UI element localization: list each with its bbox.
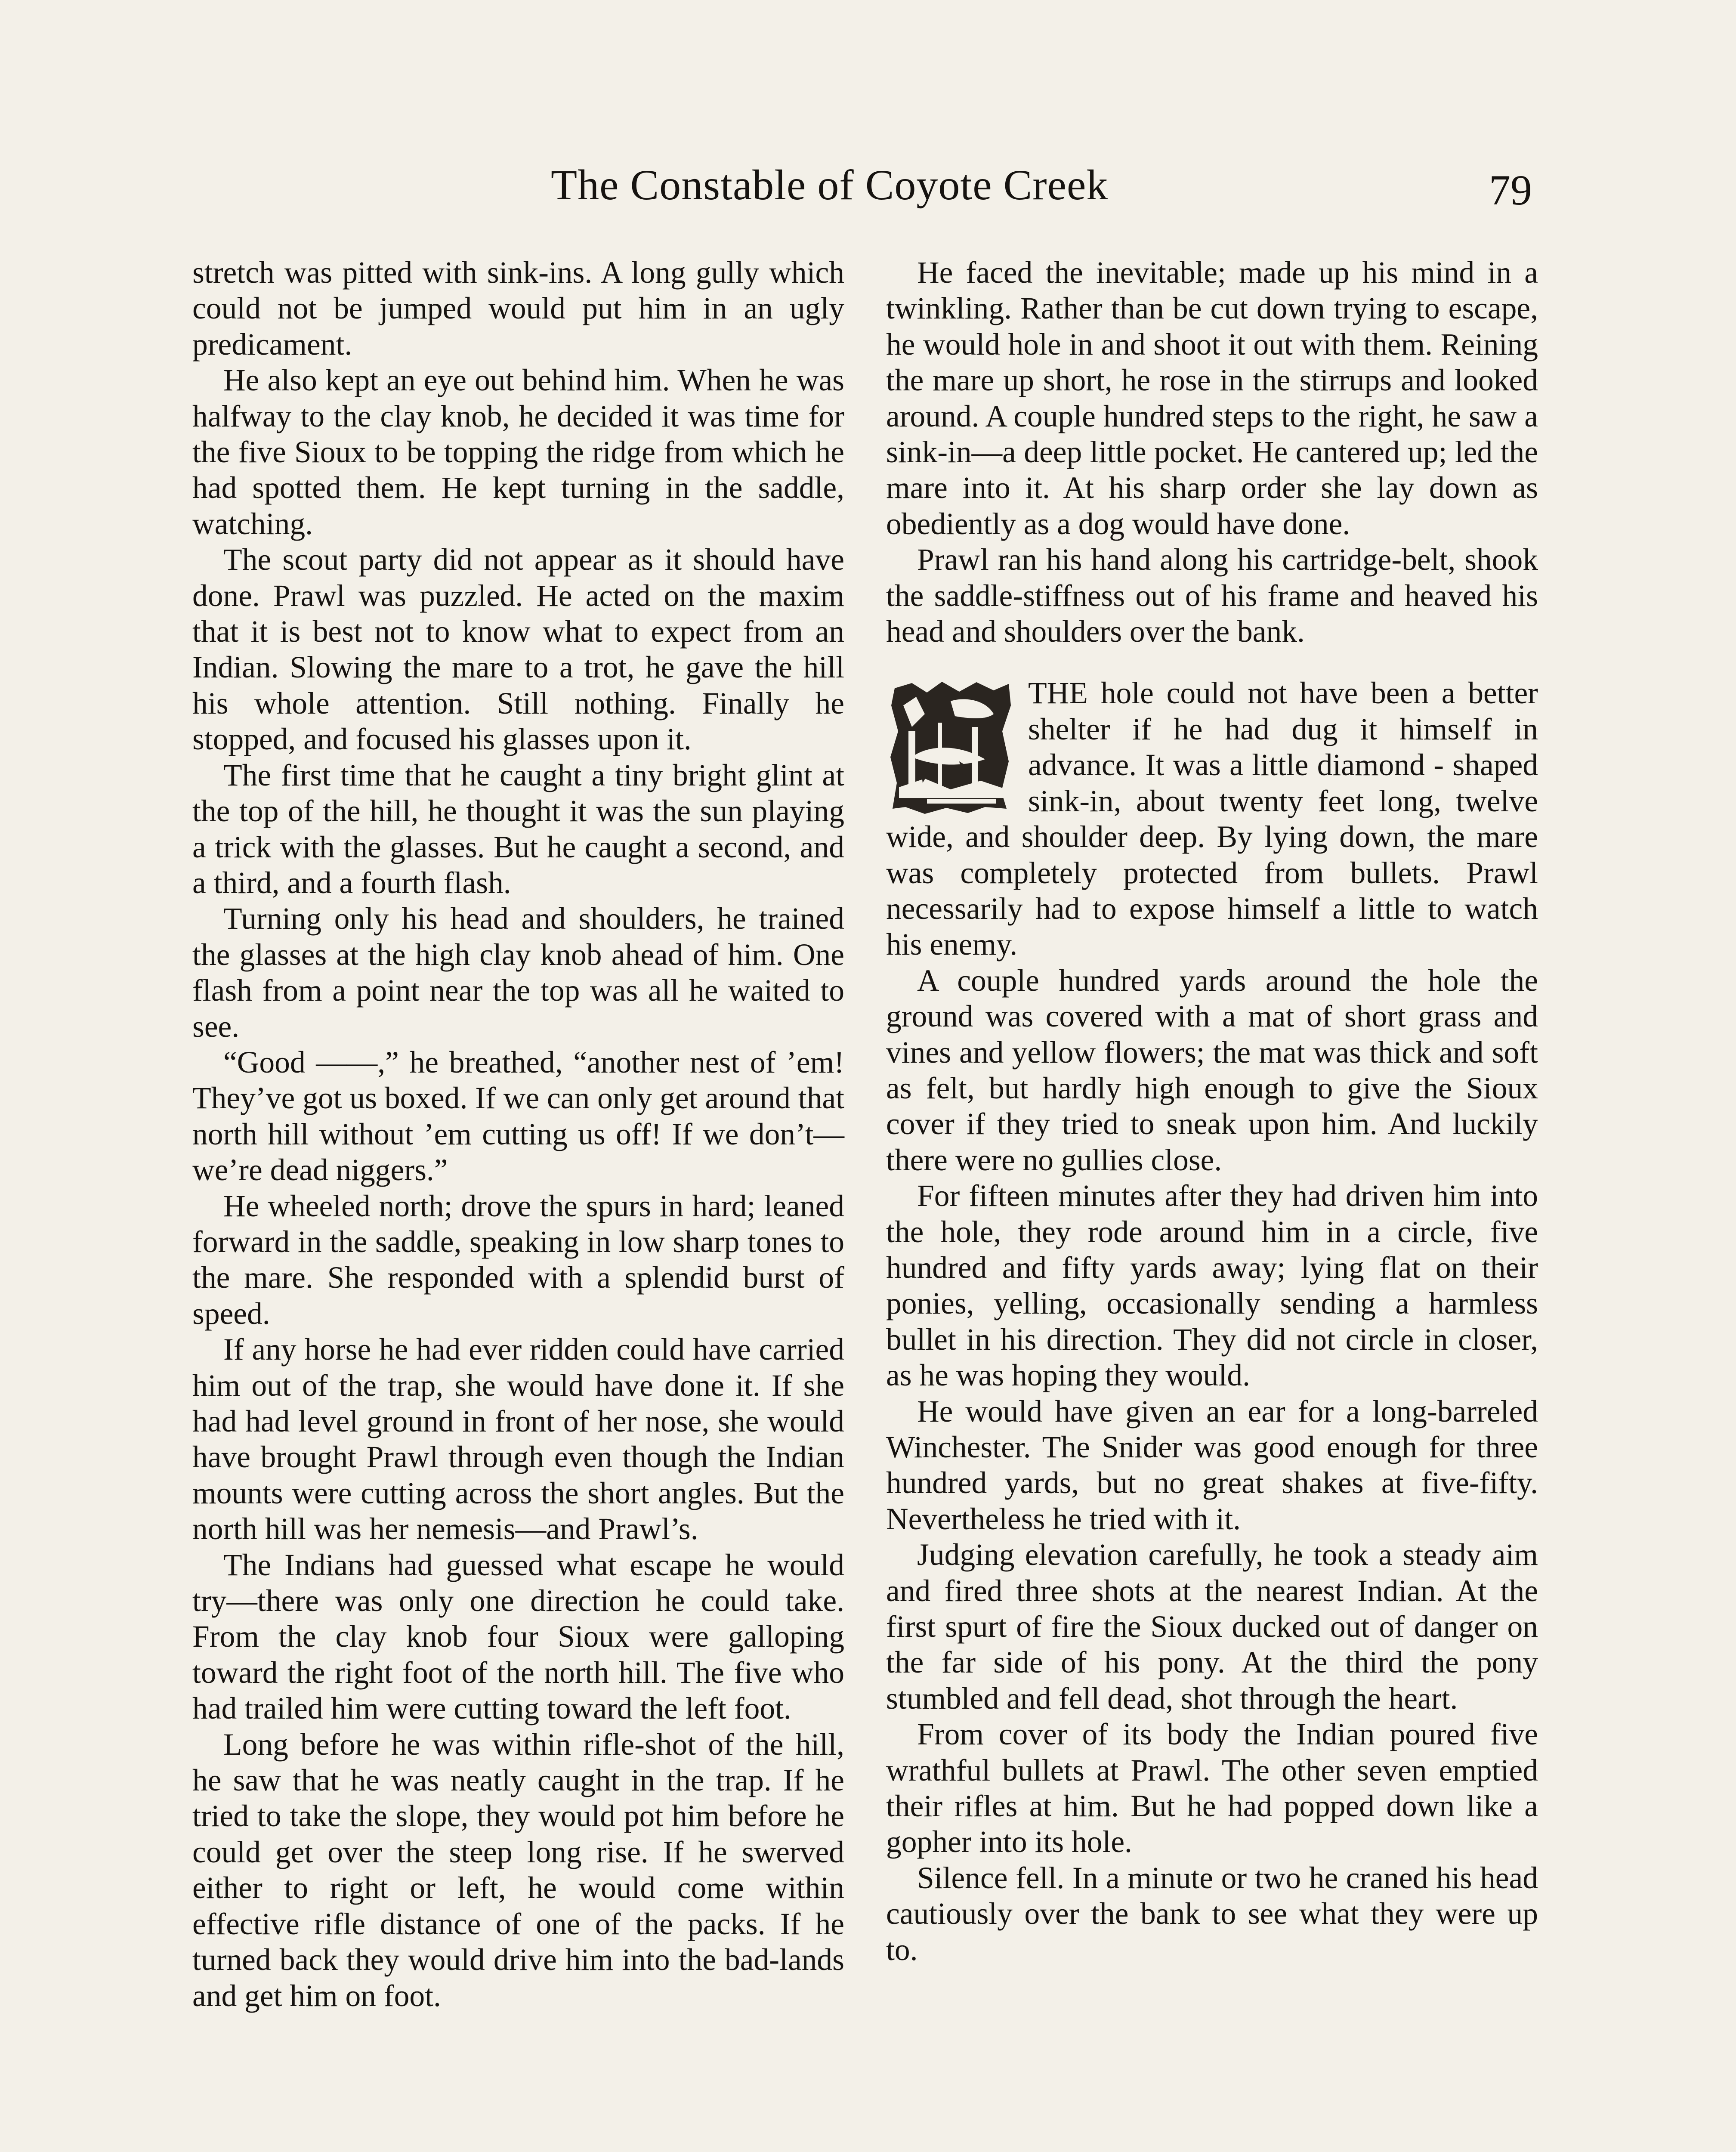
- section-opening-paragraph: THE hole could not have been a better shelter if he had dug it himself in advance. It was a little diamond - shaped sink-in, about twenty feet long, twelve wide, and shoulder deep. By lying down, the mare was completely protected from bullets. Prawl necessarily had to expose himself a little to watch his enemy.: [886, 676, 1538, 962]
- paragraph: He faced the inevitable; made up his mind in a twinkling. Rather than be cut down trying to escape, he would hole in and shoot it out with them. Reining the mare up short, he rose in the stirrups and looked around. A couple hundred steps to the right, he saw a sink-in—a deep little pocket. He cantered up; led the mare into it. At his sharp order she lay down as obediently as a dog would have done.: [886, 256, 1538, 541]
- paragraph: A couple hundred yards around the hole the ground was covered with a mat of short grass and vines and yellow flowers; the mat was thick and soft as felt, but hardly high enough to give the Sioux cover if they tried to sneak upon him. And luckily there were no gullies close.: [886, 963, 1538, 1177]
- page-header: [0, 160, 1736, 220]
- paragraph: The scout party did not appear as it should have done. Prawl was puzzled. He acted on the maxim that it is best not to know what to expect from an Indian. Slowing the mare to a trot, he gave the hill his whole attention. Still nothing. Finally he stopped, and focused his glasses upon it.: [192, 543, 844, 757]
- paragraph: For fifteen minutes after they had driven him into the hole, they rode around him in a circle, five hundred and fifty yards away; lying flat on their ponies, yelling, occasionally sending a harmless bullet in his direction. They did not circle in closer, as he was hoping they would.: [886, 1179, 1538, 1393]
- woodcut-scene-icon: [886, 680, 1015, 815]
- paragraph: Long before he was within rifle-shot of the hill, he saw that he was neatly caught in the trap. If he tried to take the slope, they would pot him before he could get over the steep long rise. If he swerved either to right or left, he would come within effective rifle distance of one of the packs. If he turned back they would drive him into the bad-lands and get him on foot.: [192, 1727, 844, 2013]
- paragraph: Prawl ran his hand along his cartridge-belt, shook the saddle-stiffness out of his frame and heaved his head and shoulders over the bank.: [886, 543, 1538, 649]
- decorative-drop-cap-illustration: [886, 680, 1015, 815]
- paragraph: If any horse he had ever ridden could have carried him out of the trap, she would have done it. If she had had level ground in front of her nose, she would have brought Prawl through even though the Indian mounts were cutting across the short angles. But the north hill was her nemesis—and Prawl’s.: [192, 1333, 844, 1546]
- paragraph: Turning only his head and shoulders, he trained the glasses at the high clay knob ahead of him. One flash from a point near the top was all he waited to see.: [192, 902, 844, 1044]
- paragraph: From cover of its body the Indian poured five wrathful bullets at Prawl. The other seven emptied their rifles at him. But he had popped down like a gopher into its hole.: [886, 1717, 1538, 1859]
- paragraph: Judging elevation carefully, he took a steady aim and fired three shots at the nearest Indian. At the first spurt of fire the Sioux ducked out of danger on the far side of his pony. At the third the pony stumbled and fell dead, shot through the heart.: [886, 1538, 1538, 1716]
- section-break: [886, 649, 1538, 675]
- paragraph: Silence fell. In a minute or two he craned his head cautiously over the bank to see what they were up to.: [886, 1861, 1538, 1967]
- page-number: 79: [1489, 166, 1532, 214]
- paragraph: He would have given an ear for a long-barreled Winchester. The Snider was good enough for three hundred yards, but no great shakes at five-fifty. Nevertheless he tried with it.: [886, 1394, 1538, 1536]
- paragraph: The Indians had guessed what escape he would try—there was only one direction he could take. From the clay knob four Sioux were galloping toward the right foot of the north hill. The five who had trailed him were cutting toward the left foot.: [192, 1548, 844, 1726]
- left-column: [192, 255, 844, 2014]
- running-title: The Constable of Coyote Creek: [551, 161, 1109, 209]
- right-column: [886, 255, 1538, 1968]
- paragraph: He also kept an eye out behind him. When he was halfway to the clay knob, he decided it was time for the five Sioux to be topping the ridge from which he had spotted them. He kept turning in the saddle, watching.: [192, 363, 844, 541]
- paragraph: The first time that he caught a tiny bright glint at the top of the hill, he thought it was the sun playing a trick with the glasses. But he caught a second, and a third, and a fourth flash.: [192, 758, 844, 900]
- paragraph: He wheeled north; drove the spurs in hard; leaned forward in the saddle, speaking in low sharp tones to the mare. She responded with a splendid burst of speed.: [192, 1189, 844, 1331]
- paragraph: stretch was pitted with sink-ins. A long gully which could not be jumped would put him in an ugly predicament.: [192, 256, 844, 362]
- paragraph: “Good ——,” he breathed, “another nest of ’em! They’ve got us boxed. If we can only get around that north hill without ’em cutting us off! If we don’t—we’re dead niggers.”: [192, 1045, 844, 1187]
